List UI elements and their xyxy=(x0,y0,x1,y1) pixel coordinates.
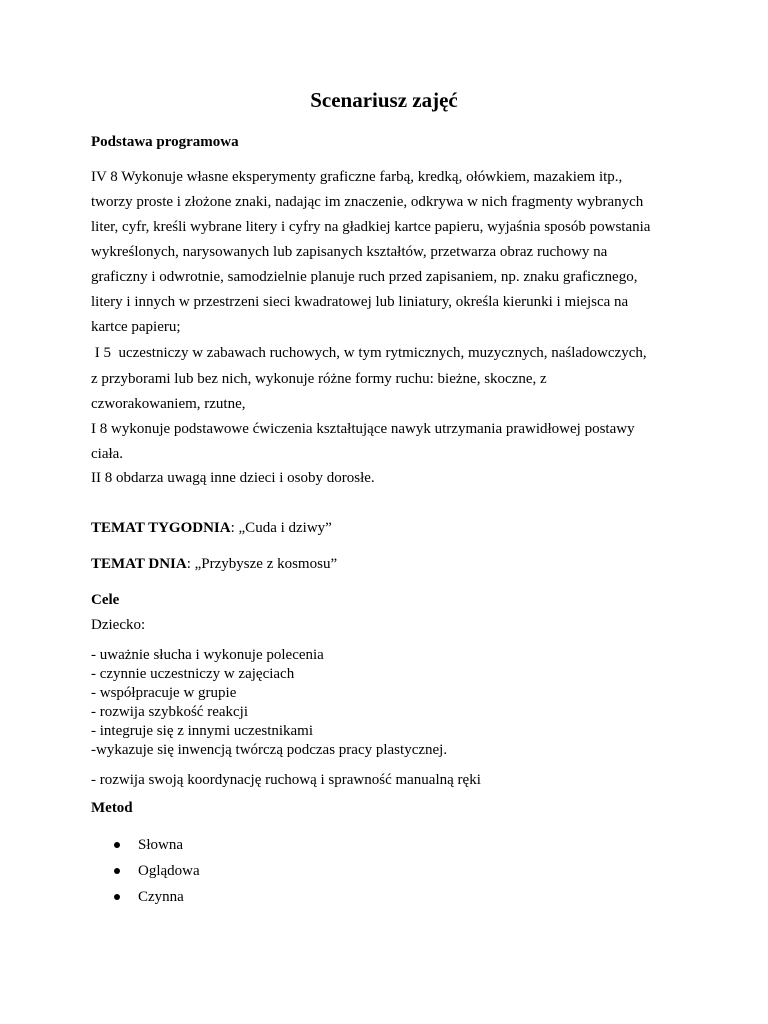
basis-line: kartce papieru; xyxy=(91,319,181,335)
basis-line: z przyborami lub bez nich, wykonuje różne formy ruchu: bieżne, skoczne, z xyxy=(91,371,547,387)
basis-line: I 8 wykonuje podstawowe ćwiczenia kształtujące nawyk utrzymania prawidłowej postawy xyxy=(91,421,635,437)
basis-line: litery i innych w przestrzeni sieci kwadratowej lub liniatury, określa kierunki i miejsca na xyxy=(91,294,629,310)
week-theme xyxy=(91,519,332,537)
bullet-icon xyxy=(114,894,120,900)
goal-item: - rozwija szybkość reakcji xyxy=(91,704,249,720)
method-item: Słowna xyxy=(138,837,183,853)
goal-item: - uważnie słucha i wykonuje polecenia xyxy=(91,647,324,663)
basis-heading: Podstawa programowa xyxy=(91,134,239,150)
basis-line: graficzny i odwrotnie, samodzielnie planuje ruch przed zapisaniem, np. znaku graficznego, xyxy=(91,269,638,285)
bullet-icon xyxy=(114,842,120,848)
basis-line: tworzy proste i złożone znaki, nadając im znaczenie, odkrywa w nich fragmenty wybranych xyxy=(91,194,644,210)
bullet-icon xyxy=(114,868,120,874)
goal-item: -wykazuje się inwencją twórczą podczas pracy plastycznej. xyxy=(91,742,448,758)
goal-item: - współpracuje w grupie xyxy=(91,685,237,701)
basis-line: I 5 uczestniczy w zabawach ruchowych, w tym rytmicznych, muzycznych, naśladowczych, xyxy=(91,345,647,361)
basis-line: IV 8 Wykonuje własne eksperymenty graficzne farbą, kredką, ołówkiem, mazakiem itp., xyxy=(91,169,623,185)
basis-line: liter, cyfr, kreśli wybrane litery i cyfry na gładkiej kartce papieru, wyjaśnia sposób powstania xyxy=(91,219,651,235)
basis-line: ciała. xyxy=(91,446,124,462)
goal-item: - rozwija swoją koordynację ruchową i sprawność manualną ręki xyxy=(91,772,481,788)
method-item: Czynna xyxy=(138,889,184,905)
goals-heading: Cele xyxy=(91,592,120,608)
goals-intro: Dziecko: xyxy=(91,617,146,633)
document-title: Scenariusz zajęć xyxy=(310,88,458,112)
day-theme-label: TEMAT DNIA xyxy=(91,556,187,572)
basis-line: czworakowaniem, rzutne, xyxy=(91,396,246,412)
basis-line: II 8 obdarza uwagą inne dzieci i osoby dorosłe. xyxy=(91,470,375,486)
day-theme xyxy=(91,555,337,573)
day-theme-value: : „Przybysze z kosmosu” xyxy=(186,556,338,572)
week-theme-value: : „Cuda i dziwy” xyxy=(230,520,332,536)
methods-heading: Metod xyxy=(91,800,133,816)
goal-item: - czynnie uczestniczy w zajęciach xyxy=(91,666,295,682)
basis-line: wykreślonych, narysowanych lub zapisanych kształtów, przetwarza obraz ruchowy na xyxy=(91,244,608,260)
goal-item: - integruje się z innymi uczestnikami xyxy=(91,723,314,739)
method-item: Oglądowa xyxy=(138,863,200,879)
week-theme-label: TEMAT TYGODNIA xyxy=(91,520,231,536)
